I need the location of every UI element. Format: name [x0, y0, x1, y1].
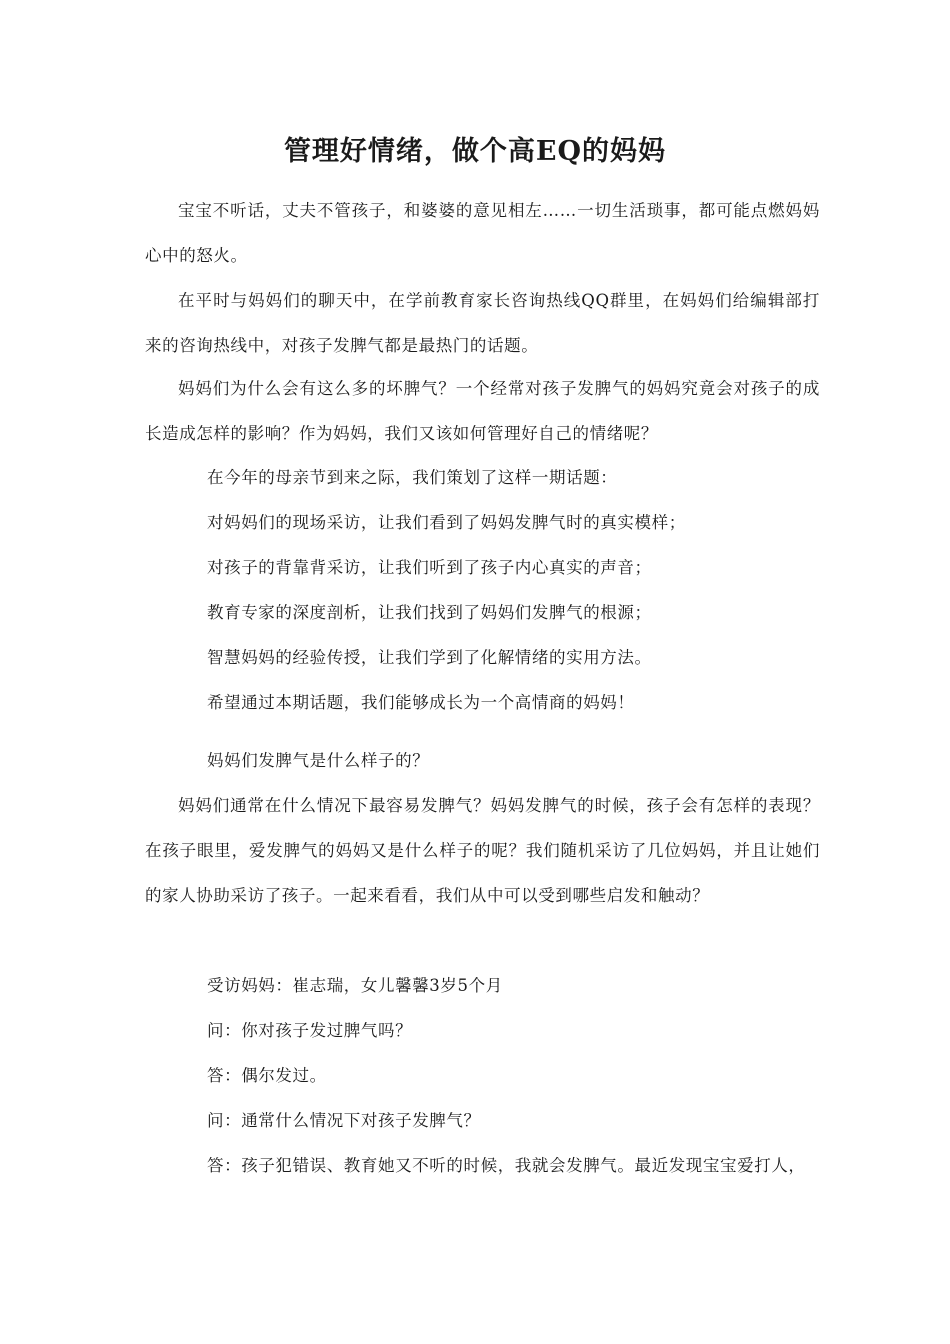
intro-line-4: 教育专家的深度剖析，让我们找到了妈妈们发脾气的根源；: [207, 603, 652, 622]
intro-line-6: 希望通过本期话题，我们能够成长为一个高情商的妈妈！: [207, 693, 635, 712]
intro-paragraph-1: 宝宝不听话，丈夫不管孩子，和婆婆的意见相左……一切生活琐事，都可能点燃妈妈心中的怒火。: [145, 201, 820, 265]
intro-line-5: 智慧妈妈的经验传授，让我们学到了化解情绪的实用方法。: [207, 648, 652, 667]
interview-answer-2: 答：孩子犯错误、教育她又不听的时候，我就会发脾气。最近发现宝宝爱打人，: [207, 1156, 806, 1175]
article-title: 管理好情绪，做个高EQ的妈妈: [283, 136, 667, 167]
interview-question-2: 问：通常什么情况下对孩子发脾气？: [207, 1111, 481, 1130]
section-heading: 妈妈们发脾气是什么样子的？: [207, 751, 430, 770]
intro-paragraph-3: 妈妈们为什么会有这么多的坏脾气？一个经常对孩子发脾气的妈妈究竟会对孩子的成长造成怎样的影响？作为妈妈，我们又该如何管理好自己的情绪呢？: [145, 379, 820, 443]
intro-line-1: 在今年的母亲节到来之际，我们策划了这样一期话题：: [207, 468, 618, 487]
interview-subject: 受访妈妈：崔志瑞，女儿馨馨3岁5个月: [207, 976, 503, 995]
intro-line-3: 对孩子的背靠背采访，让我们听到了孩子内心真实的声音；: [207, 558, 652, 577]
interview-question-1: 问：你对孩子发过脾气吗？: [207, 1021, 413, 1040]
intro-line-2: 对妈妈们的现场采访，让我们看到了妈妈发脾气时的真实模样；: [207, 513, 686, 532]
section-paragraph-1: 妈妈们通常在什么情况下最容易发脾气？妈妈发脾气的时候，孩子会有怎样的表现？在孩子眼里，爱发脾气的妈妈又是什么样子的呢？我们随机采访了几位妈妈，并且让她们的家人协助采访了孩子。一起来看看，我们从中可以受到哪些启发和触动？: [145, 796, 820, 905]
interview-answer-1: 答：偶尔发过。: [207, 1066, 327, 1085]
intro-paragraph-2: 在平时与妈妈们的聊天中，在学前教育家长咨询热线QQ群里，在妈妈们给编辑部打来的咨询热线中，对孩子发脾气都是最热门的话题。: [145, 291, 820, 355]
